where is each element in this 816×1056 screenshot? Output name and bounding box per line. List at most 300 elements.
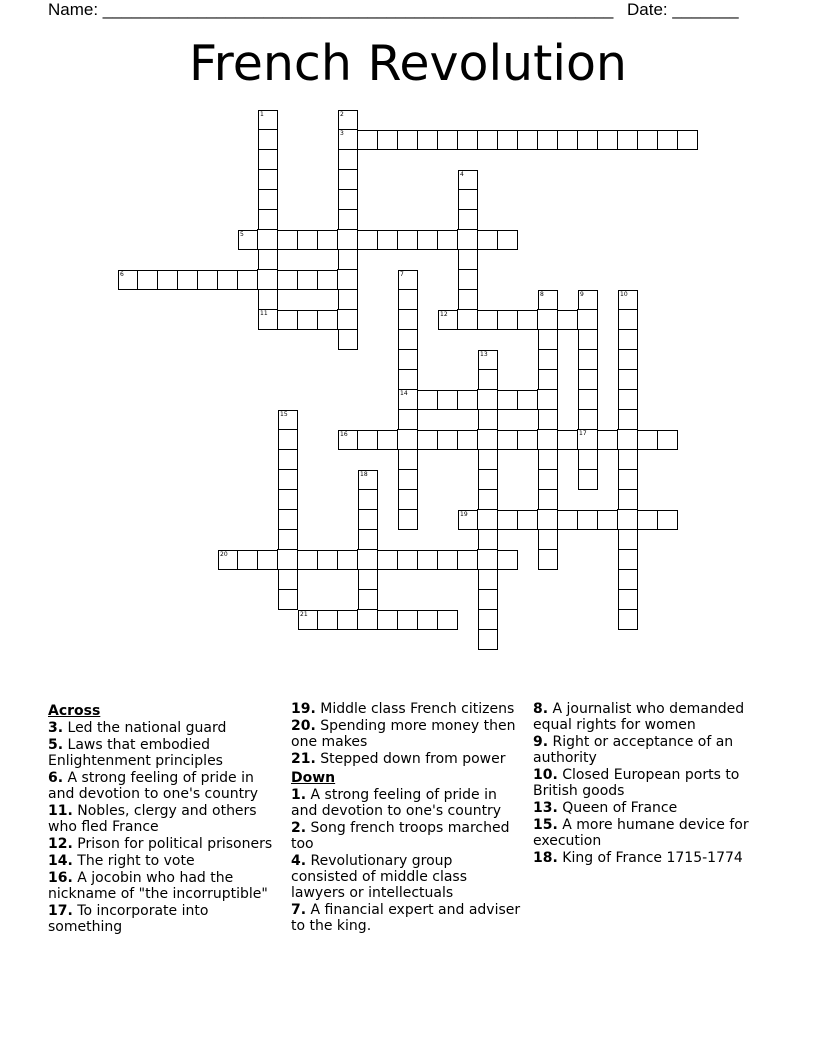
grid-cell[interactable] [538, 409, 558, 430]
grid-cell[interactable] [578, 449, 598, 470]
clue-number: 2 [340, 111, 344, 118]
grid-cell[interactable] [337, 610, 358, 630]
clue-number: 19 [460, 511, 468, 518]
clue-column-1 [48, 700, 278, 935]
clue-item-text: A journalist who demanded equal rights for women [533, 701, 745, 733]
clue-column-3 [533, 700, 773, 866]
grid-cell[interactable] [338, 149, 358, 170]
clue-item-text: King of France 1715-1774 [562, 850, 743, 866]
clue-number: 7 [400, 271, 404, 278]
grid-cell[interactable] [577, 130, 598, 150]
date-field-line[interactable]: Date: _______ [627, 0, 739, 19]
clue-item-number: 12. [48, 836, 73, 852]
grid-cell[interactable] [317, 610, 338, 630]
grid-cell[interactable] [338, 129, 358, 150]
grid-cell[interactable] [618, 529, 638, 550]
clue-item [48, 770, 278, 802]
grid-cell[interactable] [297, 550, 318, 570]
clue-number: 11 [260, 310, 268, 317]
grid-cell[interactable] [397, 429, 418, 450]
clue-item-number: 6. [48, 770, 64, 786]
grid-cell[interactable] [258, 209, 278, 230]
grid-cell[interactable] [118, 270, 138, 290]
grid-cell[interactable] [337, 269, 358, 290]
grid-cell[interactable] [277, 230, 298, 250]
grid-cell[interactable] [278, 569, 298, 590]
grid-cell[interactable] [537, 389, 558, 410]
clue-item-number: 13. [533, 800, 558, 816]
grid-cell[interactable] [417, 430, 438, 450]
grid-cell[interactable] [618, 589, 638, 610]
clue-item-number: 15. [533, 817, 558, 833]
grid-cell[interactable] [557, 310, 578, 330]
grid-cell[interactable] [478, 369, 498, 390]
grid-cell[interactable] [657, 130, 678, 150]
clue-item-number: 7. [291, 902, 307, 918]
grid-cell[interactable] [617, 509, 638, 530]
grid-cell[interactable] [578, 290, 598, 310]
grid-cell[interactable] [278, 469, 298, 490]
clue-item [291, 718, 521, 750]
clue-number: 5 [240, 231, 244, 238]
clue-item [291, 751, 521, 767]
puzzle-title: French Revolution [189, 35, 627, 92]
clue-item-number: 9. [533, 734, 549, 750]
grid-cell[interactable] [398, 509, 418, 530]
clue-number: 15 [280, 411, 288, 418]
clue-item-text: Queen of France [562, 800, 678, 816]
grid-cell[interactable] [357, 609, 378, 630]
grid-cell[interactable] [597, 510, 618, 530]
grid-cell[interactable] [338, 249, 358, 270]
grid-cell[interactable] [477, 509, 498, 530]
grid-cell[interactable] [398, 389, 418, 410]
grid-cell[interactable] [398, 289, 418, 310]
grid-cell[interactable] [317, 310, 338, 330]
grid-cell[interactable] [177, 270, 198, 290]
grid-cell[interactable] [398, 409, 418, 430]
clue-item-text: Right or acceptance of an authority [533, 734, 734, 766]
clue-item [533, 734, 773, 766]
grid-cell[interactable] [338, 289, 358, 310]
grid-cell[interactable] [317, 230, 338, 250]
grid-cell[interactable] [277, 270, 298, 290]
clue-item-text: A more humane device for execution [533, 817, 749, 849]
grid-cell[interactable] [377, 550, 398, 570]
grid-cell[interactable] [337, 309, 358, 330]
clue-item-number: 10. [533, 767, 558, 783]
clue-item-text: A strong feeling of pride in and devotion to one's country [48, 770, 259, 802]
grid-cell[interactable] [618, 489, 638, 510]
clue-item-number: 19. [291, 701, 316, 717]
grid-cell[interactable] [377, 610, 398, 630]
clue-item [48, 803, 278, 835]
clue-item [291, 902, 521, 934]
grid-cell[interactable] [538, 369, 558, 390]
grid-cell[interactable] [497, 510, 518, 530]
grid-cell[interactable] [578, 389, 598, 410]
clue-item [291, 820, 521, 852]
grid-cell[interactable] [437, 610, 458, 630]
grid-cell[interactable] [258, 249, 278, 270]
grid-cell[interactable] [497, 230, 518, 250]
grid-cell[interactable] [237, 270, 258, 290]
grid-cell[interactable] [437, 550, 458, 570]
grid-cell[interactable] [538, 329, 558, 350]
grid-cell[interactable] [457, 229, 478, 250]
grid-cell[interactable] [517, 430, 538, 450]
clue-number: 20 [220, 551, 228, 558]
grid-cell[interactable] [398, 449, 418, 470]
grid-cell[interactable] [458, 170, 478, 190]
grid-cell[interactable] [258, 129, 278, 150]
clue-item [533, 850, 773, 866]
grid-cell[interactable] [458, 289, 478, 310]
grid-cell[interactable] [637, 510, 658, 530]
grid-cell[interactable] [458, 249, 478, 270]
clue-number: 6 [120, 271, 124, 278]
grid-cell[interactable] [517, 130, 538, 150]
grid-cell[interactable] [258, 189, 278, 210]
clue-number: 21 [300, 611, 308, 618]
grid-cell[interactable] [657, 430, 678, 450]
grid-cell[interactable] [278, 509, 298, 530]
grid-cell[interactable] [258, 149, 278, 170]
grid-cell[interactable] [478, 489, 498, 510]
grid-cell[interactable] [618, 309, 638, 330]
clue-number: 1 [260, 111, 264, 118]
grid-cell[interactable] [457, 550, 478, 570]
grid-cell[interactable] [338, 329, 358, 350]
grid-cell[interactable] [557, 430, 578, 450]
clue-item [48, 853, 278, 869]
grid-cell[interactable] [397, 230, 418, 250]
grid-cell[interactable] [478, 629, 498, 650]
grid-cell[interactable] [477, 429, 498, 450]
grid-cell[interactable] [258, 309, 278, 330]
grid-cell[interactable] [617, 130, 638, 150]
grid-cell[interactable] [457, 309, 478, 330]
grid-cell[interactable] [577, 429, 598, 450]
clue-item-text: Song french troops marched too [291, 820, 510, 852]
grid-cell[interactable] [278, 449, 298, 470]
grid-cell[interactable] [398, 469, 418, 490]
clue-item [48, 720, 278, 736]
clue-item [533, 817, 773, 849]
clue-item-text: Led the national guard [67, 720, 227, 736]
grid-cell[interactable] [577, 309, 598, 330]
grid-cell[interactable] [557, 510, 578, 530]
grid-cell[interactable] [357, 430, 378, 450]
grid-cell[interactable] [477, 310, 498, 330]
clue-number: 3 [340, 130, 344, 137]
clue-number: 18 [360, 471, 368, 478]
grid-cell[interactable] [357, 549, 378, 570]
grid-cell[interactable] [497, 310, 518, 330]
clue-item-number: 21. [291, 751, 316, 767]
clue-item-text: Closed European ports to British goods [533, 767, 740, 799]
grid-cell[interactable] [477, 130, 498, 150]
grid-cell[interactable] [517, 310, 538, 330]
grid-cell[interactable] [538, 449, 558, 470]
grid-cell[interactable] [597, 130, 618, 150]
grid-cell[interactable] [477, 230, 498, 250]
grid-cell[interactable] [357, 130, 378, 150]
grid-cell[interactable] [578, 369, 598, 390]
grid-cell[interactable] [417, 130, 438, 150]
clue-item [291, 787, 521, 819]
grid-cell[interactable] [377, 430, 398, 450]
clue-item-number: 2. [291, 820, 307, 836]
clue-item-number: 8. [533, 701, 549, 717]
grid-cell[interactable] [538, 349, 558, 370]
grid-cell[interactable] [538, 489, 558, 510]
clue-number: 10 [620, 291, 628, 298]
grid-cell[interactable] [278, 489, 298, 510]
grid-cell[interactable] [478, 409, 498, 430]
clue-item-number: 11. [48, 803, 73, 819]
grid-cell[interactable] [137, 270, 158, 290]
clue-item-text: To incorporate into something [48, 903, 209, 935]
grid-cell[interactable] [618, 569, 638, 590]
grid-cell[interactable] [358, 529, 378, 550]
clue-item [48, 903, 278, 935]
grid-cell[interactable] [398, 369, 418, 390]
grid-cell[interactable] [597, 430, 618, 450]
grid-cell[interactable] [337, 550, 358, 570]
clue-item-text: A strong feeling of pride in and devotion to one's country [291, 787, 502, 819]
grid-cell[interactable] [358, 569, 378, 590]
down-heading: Down [291, 770, 336, 786]
grid-cell[interactable] [297, 270, 318, 290]
grid-cell[interactable] [517, 510, 538, 530]
grid-cell[interactable] [618, 449, 638, 470]
clue-item [533, 800, 773, 816]
grid-cell[interactable] [258, 169, 278, 190]
grid-cell[interactable] [197, 270, 218, 290]
grid-cell[interactable] [257, 269, 278, 290]
clue-item-text: Laws that embodied Enlightenment principles [48, 737, 223, 769]
grid-cell[interactable] [277, 310, 298, 330]
grid-cell[interactable] [337, 229, 358, 250]
grid-cell[interactable] [478, 350, 498, 370]
grid-cell[interactable] [538, 549, 558, 570]
grid-cell[interactable] [577, 510, 598, 530]
grid-cell[interactable] [377, 230, 398, 250]
clue-item-number: 20. [291, 718, 316, 734]
clue-item-number: 17. [48, 903, 73, 919]
clue-item-number: 18. [533, 850, 558, 866]
clue-column-2 [291, 700, 521, 934]
grid-cell[interactable] [538, 529, 558, 550]
clue-item-number: 5. [48, 737, 64, 753]
clue-item [533, 767, 773, 799]
grid-cell[interactable] [358, 470, 378, 490]
grid-cell[interactable] [637, 430, 658, 450]
grid-cell[interactable] [478, 589, 498, 610]
grid-cell[interactable] [517, 390, 538, 410]
clue-item-text: Stepped down from power [320, 751, 506, 767]
grid-cell[interactable] [618, 290, 638, 310]
grid-cell[interactable] [457, 430, 478, 450]
grid-cell[interactable] [237, 550, 258, 570]
grid-cell[interactable] [578, 349, 598, 370]
clue-item [291, 853, 521, 901]
grid-cell[interactable] [338, 189, 358, 210]
grid-cell[interactable] [238, 230, 258, 250]
clue-item [48, 870, 278, 902]
grid-cell[interactable] [338, 169, 358, 190]
grid-cell[interactable] [618, 609, 638, 630]
grid-cell[interactable] [537, 509, 558, 530]
grid-cell[interactable] [618, 389, 638, 410]
grid-cell[interactable] [278, 410, 298, 430]
grid-cell[interactable] [398, 489, 418, 510]
clue-item [48, 836, 278, 852]
grid-cell[interactable] [618, 349, 638, 370]
grid-cell[interactable] [618, 549, 638, 570]
grid-cell[interactable] [397, 550, 418, 570]
grid-cell[interactable] [458, 510, 478, 530]
grid-cell[interactable] [218, 550, 238, 570]
grid-cell[interactable] [437, 430, 458, 450]
grid-cell[interactable] [578, 329, 598, 350]
grid-cell[interactable] [618, 409, 638, 430]
grid-cell[interactable] [537, 130, 558, 150]
grid-cell[interactable] [398, 349, 418, 370]
clue-item-text: Spending more money then one makes [291, 718, 516, 750]
grid-cell[interactable] [618, 469, 638, 490]
grid-cell[interactable] [458, 269, 478, 290]
grid-cell[interactable] [477, 389, 498, 410]
across-heading: Across [48, 703, 101, 719]
grid-cell[interactable] [338, 209, 358, 230]
clue-number: 14 [400, 390, 408, 397]
grid-cell[interactable] [417, 230, 438, 250]
grid-cell[interactable] [477, 549, 498, 570]
grid-cell[interactable] [537, 429, 558, 450]
grid-cell[interactable] [398, 309, 418, 330]
grid-cell[interactable] [377, 130, 398, 150]
grid-cell[interactable] [357, 230, 378, 250]
grid-cell[interactable] [217, 270, 238, 290]
grid-cell[interactable] [297, 230, 318, 250]
grid-cell[interactable] [538, 290, 558, 310]
grid-cell[interactable] [437, 130, 458, 150]
grid-cell[interactable] [478, 529, 498, 550]
clue-item-number: 16. [48, 870, 73, 886]
grid-cell[interactable] [478, 569, 498, 590]
grid-cell[interactable] [417, 390, 438, 410]
grid-cell[interactable] [397, 610, 418, 630]
grid-cell[interactable] [578, 409, 598, 430]
grid-cell[interactable] [557, 130, 578, 150]
grid-cell[interactable] [637, 130, 658, 150]
grid-cell[interactable] [397, 130, 418, 150]
grid-cell[interactable] [338, 430, 358, 450]
clue-item-number: 14. [48, 853, 73, 869]
clue-item-text: Prison for political prisoners [77, 836, 273, 852]
grid-cell[interactable] [278, 529, 298, 550]
grid-cell[interactable] [458, 209, 478, 230]
clue-number: 4 [460, 171, 464, 178]
grid-cell[interactable] [257, 229, 278, 250]
grid-cell[interactable] [438, 310, 458, 330]
clue-number: 17 [579, 430, 587, 437]
grid-cell[interactable] [258, 110, 278, 130]
grid-cell[interactable] [538, 469, 558, 490]
grid-cell[interactable] [257, 550, 278, 570]
grid-cell[interactable] [537, 309, 558, 330]
clue-item [533, 701, 773, 733]
grid-cell[interactable] [317, 270, 338, 290]
clue-item-number: 3. [48, 720, 64, 736]
clue-item-text: A jocobin who had the nickname of "the incorruptible" [48, 870, 268, 902]
grid-cell[interactable] [617, 429, 638, 450]
grid-cell[interactable] [278, 589, 298, 610]
grid-cell[interactable] [398, 270, 418, 290]
grid-cell[interactable] [258, 289, 278, 310]
grid-cell[interactable] [157, 270, 178, 290]
clue-item-text: Middle class French citizens [320, 701, 515, 717]
grid-cell[interactable] [497, 550, 518, 570]
grid-cell[interactable] [497, 390, 518, 410]
grid-cell[interactable] [478, 469, 498, 490]
name-field-line[interactable]: Name: ______________________________________________________ [48, 0, 614, 19]
clue-item-text: Revolutionary group consisted of middle class lawyers or intellectuals [291, 853, 468, 901]
grid-cell[interactable] [618, 369, 638, 390]
grid-cell[interactable] [437, 230, 458, 250]
grid-cell[interactable] [417, 550, 438, 570]
clue-item-text: A financial expert and adviser to the king. [291, 902, 521, 934]
clue-item [48, 737, 278, 769]
grid-cell[interactable] [338, 110, 358, 130]
clue-number: 13 [480, 351, 488, 358]
clue-item-number: 4. [291, 853, 307, 869]
grid-cell[interactable] [618, 329, 638, 350]
grid-cell[interactable] [657, 510, 678, 530]
grid-cell[interactable] [277, 549, 298, 570]
clue-number: 16 [340, 431, 348, 438]
grid-cell[interactable] [497, 430, 518, 450]
grid-cell[interactable] [478, 449, 498, 470]
grid-cell[interactable] [437, 390, 458, 410]
clue-item-number: 1. [291, 787, 307, 803]
grid-cell[interactable] [417, 610, 438, 630]
grid-cell[interactable] [358, 589, 378, 610]
grid-cell[interactable] [578, 469, 598, 490]
grid-cell[interactable] [298, 610, 318, 630]
grid-cell[interactable] [297, 310, 318, 330]
grid-cell[interactable] [278, 429, 298, 450]
grid-cell[interactable] [457, 130, 478, 150]
clue-number: 12 [440, 311, 448, 318]
clue-item [291, 701, 521, 717]
clue-item-text: Nobles, clergy and others who fled France [48, 803, 257, 835]
clue-number: 9 [580, 291, 584, 298]
grid-cell[interactable] [457, 390, 478, 410]
clue-number: 8 [540, 291, 544, 298]
grid-cell[interactable] [458, 189, 478, 210]
clue-item-text: The right to vote [77, 853, 195, 869]
grid-cell[interactable] [358, 489, 378, 510]
grid-cell[interactable] [677, 130, 698, 150]
grid-cell[interactable] [317, 550, 338, 570]
grid-cell[interactable] [478, 609, 498, 630]
grid-cell[interactable] [497, 130, 518, 150]
grid-cell[interactable] [398, 329, 418, 350]
grid-cell[interactable] [358, 509, 378, 530]
